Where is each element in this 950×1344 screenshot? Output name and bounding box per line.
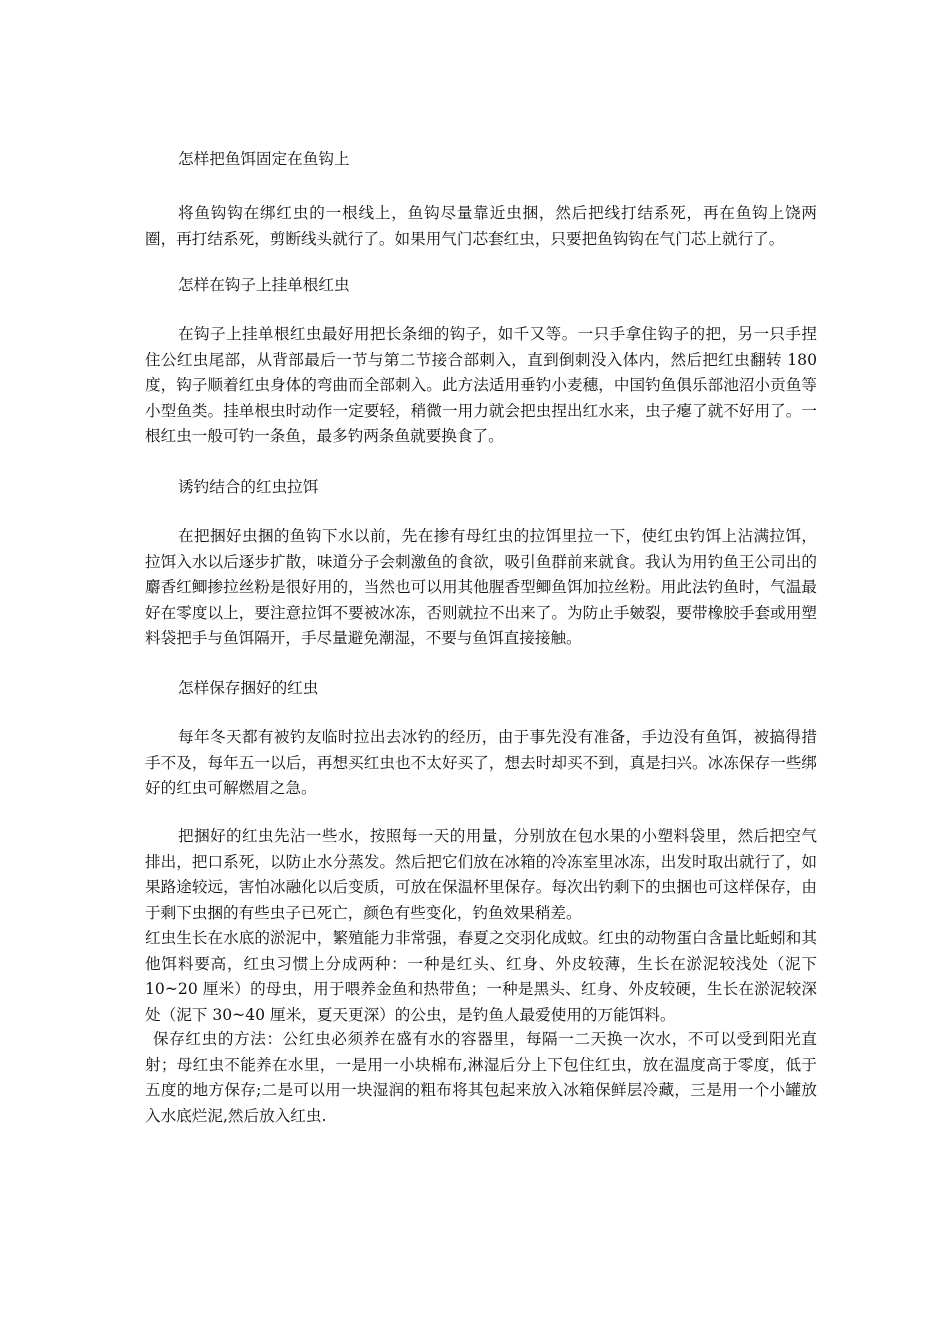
paragraph-single-worm: 在钩子上挂单根红虫最好用把长条细的钩子，如千又等。一只手拿住钩子的把，另一只手捏住公红虫尾部，从背部最后一节与第二节接合部刺入，直到倒刺没入体内，然后把红虫翻转 180 度，钩子顺着红虫身体的弯曲而全部刺入。此方法适用垂钓小麦穗，中国钓鱼俱乐部池沼小贡鱼等小型鱼类。挂单根虫时动作一定要轻，稍微一用力就会把虫捏出红水来，虫子瘪了就不好用了。一根红虫一般可钓一条鱼，最多钓两条鱼就要换食了。 (145, 325, 817, 445)
paragraph-lure-bait: 在把捆好虫捆的鱼钩下水以前，先在掺有母红虫的拉饵里拉一下，使红虫钓饵上沾满拉饵，拉饵入水以后逐步扩散，味道分子会刺激鱼的食欲，吸引鱼群前来就食。我认为用钓鱼王公司出的麝香红鲫掺拉丝粉是很好用的，当然也可以用其他腥香型鲫鱼饵加拉丝粉。用此法钓鱼时，气温最好在零度以上，要注意拉饵不要被冰冻，否则就拉不出来了。为防止手皴裂，要带橡胶手套或用塑料袋把手与鱼饵隔开，手尽量避免潮湿，不要与鱼饵直接接触。 (145, 527, 817, 647)
paragraph-fix-bait: 将鱼钩钩在绑红虫的一根线上，鱼钩尽量靠近虫捆，然后把线打结系死，再在鱼钩上饶两圈，再打结系死，剪断线头就行了。如果用气门芯套红虫，只要把鱼钩钩在气门芯上就行了。 (145, 204, 817, 248)
paragraph-store-worms-1: 每年冬天都有被钓友临时拉出去冰钓的经历，由于事先没有准备，手边没有鱼饵，被搞得措手不及，每年五一以后，再想买红虫也不太好买了，想去时却买不到，真是扫兴。冰冻保存一些绑好的红虫可解燃眉之急。 (145, 728, 817, 797)
paragraph-worm-biology: 红虫生长在水底的淤泥中，繁殖能力非常强，春夏之交羽化成蚊。红虫的动物蛋白含量比蚯蚓和其他饵料要高，红虫习惯上分成两种：一种是红头、红身、外皮较薄，生长在淤泥较浅处（泥下 10~20 厘米）的母虫，用于喂养金鱼和热带鱼；一种是黑头、红身、外皮较硬，生长在淤泥较深处（泥下 30~40 厘米，夏天更深）的公虫，是钓鱼人最爱使用的万能饵料。 (145, 929, 817, 1024)
section-title-fix-bait: 怎样把鱼饵固定在鱼钩上 (178, 150, 350, 168)
section-title-lure-bait: 诱钓结合的红虫拉饵 (178, 478, 319, 496)
paragraph-store-worms-2: 把捆好的红虫先沾一些水，按照每一天的用量，分别放在包水果的小塑料袋里，然后把空气排出，把口系死，以防止水分蒸发。然后把它们放在冰箱的冷冻室里冰冻，出发时取出就行了，如果路途较远，害怕冰融化以后变质，可放在保温杯里保存。每次出钓剩下的虫捆也可这样保存，由于剩下虫捆的有些虫子已死亡，颜色有些变化，钓鱼效果稍差。 (145, 827, 817, 922)
section-title-single-worm: 怎样在钩子上挂单根红虫 (178, 276, 350, 294)
section-title-store-worms: 怎样保存捆好的红虫 (178, 679, 319, 697)
paragraph-worm-storage-method: 保存红虫的方法：公红虫必须养在盛有水的容器里，每隔一二天换一次水，不可以受到阳光直射；母红虫不能养在水里，一是用一小块棉布,淋湿后分上下包住红虫，放在温度高于零度，低于五度的地方保存;二是可以用一块湿润的粗布将其包起来放入冰箱保鲜层冷藏，三是用一个小罐放入水底烂泥,然后放入红虫. (145, 1030, 817, 1125)
